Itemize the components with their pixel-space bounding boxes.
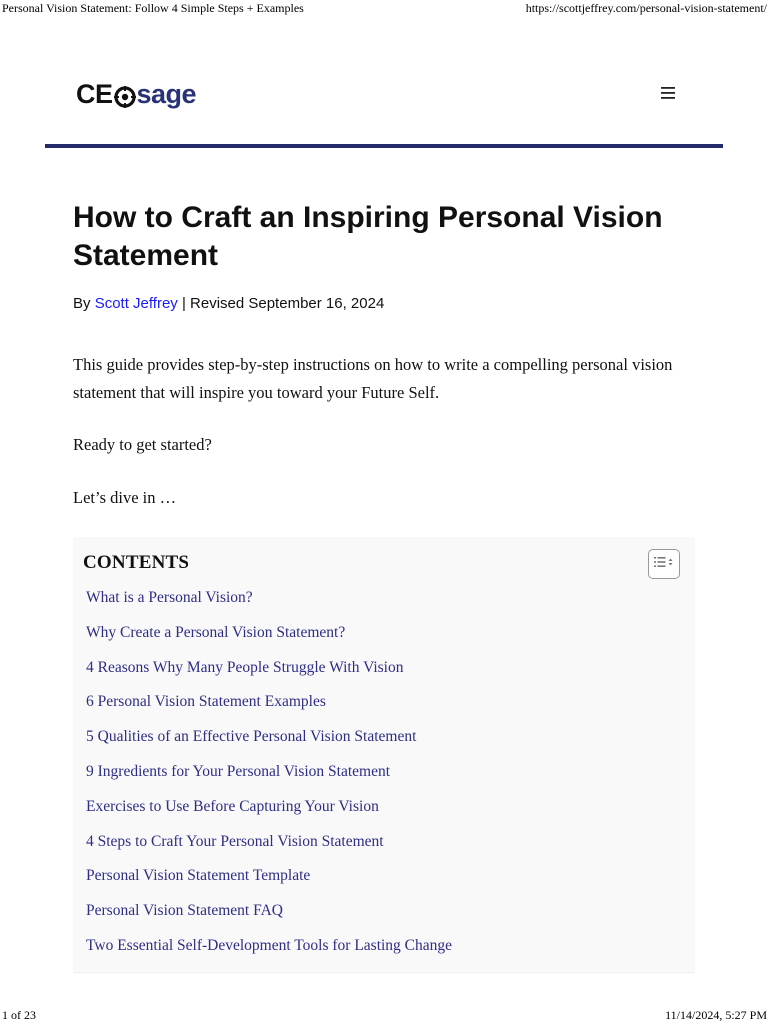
print-timestamp: 11/14/2024, 5:27 PM bbox=[665, 1008, 767, 1022]
toc-link[interactable]: Exercises to Use Before Capturing Your Vision bbox=[86, 797, 379, 815]
article-byline bbox=[73, 294, 384, 314]
toc-link[interactable]: 5 Qualities of an Effective Personal Vision Statement bbox=[86, 728, 417, 746]
logo-text-left: CE bbox=[76, 79, 113, 109]
print-header bbox=[0, 0, 768, 16]
site-logo[interactable] bbox=[76, 79, 196, 109]
toc-link[interactable]: Why Create a Personal Vision Statement? bbox=[86, 623, 346, 641]
hamburger-menu-icon bbox=[661, 87, 675, 99]
toc-link[interactable]: Personal Vision Statement Template bbox=[86, 867, 311, 885]
logo-mark-icon bbox=[114, 84, 136, 106]
toc-toggle-button[interactable] bbox=[648, 549, 680, 579]
print-page-url: https://scottjeffrey.com/personal-vision-statement/ bbox=[525, 1, 767, 15]
toc-link[interactable]: 6 Personal Vision Statement Examples bbox=[86, 693, 326, 711]
site-header bbox=[45, 62, 723, 148]
toc-link[interactable]: 9 Ingredients for Your Personal Vision Statement bbox=[86, 762, 391, 780]
ready-paragraph: Ready to get started? bbox=[73, 435, 212, 454]
intro-paragraph: This guide provides step-by-step instructions on how to write a compelling personal vision statement that will inspire you toward your Future Self. bbox=[73, 355, 673, 402]
toc-link[interactable]: 4 Reasons Why Many People Struggle With Vision bbox=[86, 658, 404, 676]
toc-link[interactable]: Two Essential Self-Development Tools for Lasting Change bbox=[86, 936, 453, 954]
toc-list bbox=[86, 587, 452, 970]
table-of-contents bbox=[73, 537, 695, 973]
toc-link[interactable]: Personal Vision Statement FAQ bbox=[86, 902, 283, 920]
list-toggle-icon bbox=[654, 555, 674, 573]
print-page-number: 1 of 23 bbox=[2, 1008, 36, 1022]
dive-in-paragraph: Let’s dive in … bbox=[73, 488, 177, 507]
logo-text-right: sage bbox=[136, 79, 197, 109]
toc-link[interactable]: 4 Steps to Craft Your Personal Vision Statement bbox=[86, 832, 384, 850]
author-link[interactable]: Scott Jeffrey bbox=[94, 295, 178, 312]
menu-button[interactable] bbox=[655, 82, 681, 104]
article-title: How to Craft an Inspiring Personal Vision Statement bbox=[73, 201, 663, 272]
toc-link[interactable]: What is a Personal Vision? bbox=[86, 589, 253, 606]
byline-prefix: By bbox=[73, 295, 95, 312]
print-page-title: Personal Vision Statement: Follow 4 Simple Steps + Examples bbox=[2, 1, 304, 15]
toc-heading: CONTENTS bbox=[83, 552, 190, 573]
print-footer bbox=[0, 1008, 768, 1024]
byline-date: | Revised September 16, 2024 bbox=[177, 295, 385, 312]
